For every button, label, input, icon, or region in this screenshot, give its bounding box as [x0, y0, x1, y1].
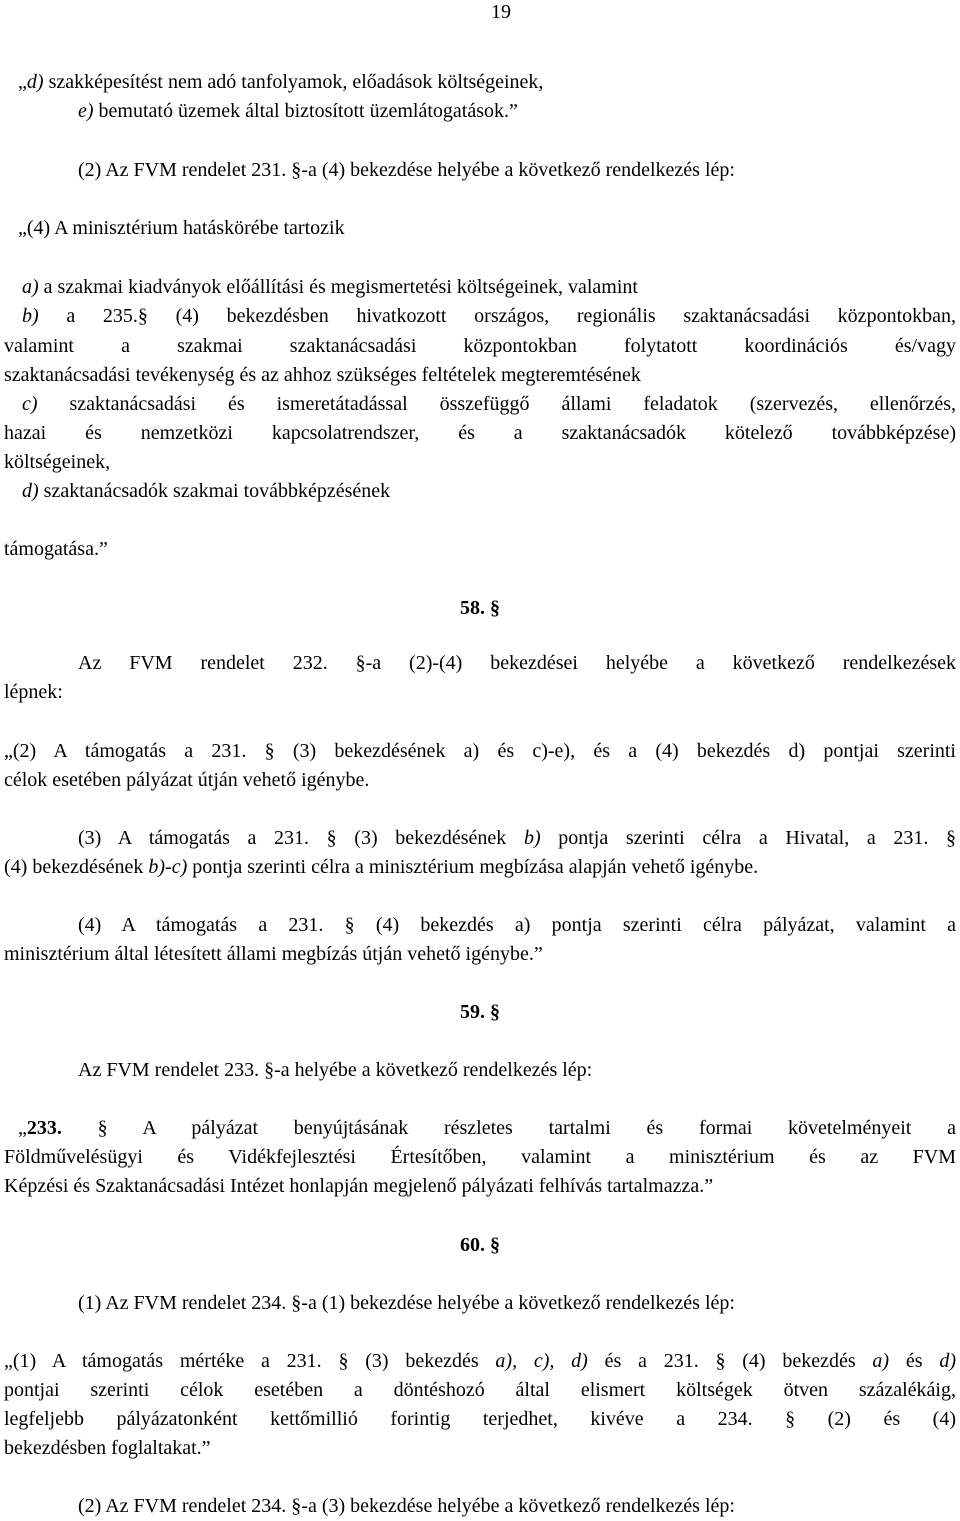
text-segment: b)-c) [148, 856, 188, 878]
text-segment: szaktanácsadási tevékenység és az ahhoz szükséges feltételek megteremtésének [4, 364, 641, 386]
text-line [4, 450, 956, 474]
text-segment: „(4) A minisztérium hatáskörébe tartozik [18, 217, 345, 239]
text-line [22, 479, 960, 503]
text-segment: (2) Az FVM rendelet 231. §-a (4) bekezdése helyébe a következő rendelkezés lép: [78, 159, 735, 181]
text-segment: szaktanácsadók szakmai továbbképzésének [38, 480, 391, 502]
text-line [4, 768, 956, 792]
text-line [4, 739, 956, 763]
text-line [78, 158, 960, 182]
text-segment: pontja szerinti célra a Hivatal, a 231. § [540, 827, 956, 849]
text-line [78, 1291, 960, 1315]
text-line [78, 651, 956, 675]
text-segment: a) [22, 276, 39, 298]
text-line [4, 537, 956, 561]
text-segment: § A pályázat benyújtásának részletes tartalmi és formai követelményeit a [61, 1117, 956, 1139]
text-segment: célok esetében pályázat útján vehető igénybe. [4, 769, 370, 791]
text-line [4, 855, 956, 879]
text-segment: a 235.§ (4) bekezdésben hivatkozott országos, regionális szaktanácsadási központokban, [38, 305, 956, 327]
text-segment: a), c), d) [495, 1350, 588, 1372]
text-segment: b) [523, 827, 541, 849]
text-segment: legfeljebb pályázatonként kettőmillió forintig terjedhet, kivéve a 234. § (2) és (4) [4, 1408, 956, 1430]
text-segment: pontja szerinti célra a minisztérium megbízása alapján vehető igénybe. [187, 856, 759, 878]
text-segment: és [889, 1350, 940, 1372]
text-segment: e) [78, 100, 94, 122]
text-segment: Az FVM rendelet 232. §-a (2)-(4) bekezdései helyébe a következő rendelkezések [78, 652, 956, 674]
text-segment: valamint a szakmai szaktanácsadási központokban folytatott koordinációs és/vagy [4, 335, 956, 357]
text-line [4, 680, 956, 704]
text-segment: a szakmai kiadványok előállítási és megismertetési költségeinek, valamint [38, 276, 638, 298]
text-segment: költségeinek, [4, 451, 111, 473]
text-line [4, 1378, 956, 1402]
text-segment: és a 231. § (4) bekezdés [587, 1350, 873, 1372]
section-heading [4, 596, 956, 620]
text-line [4, 1407, 956, 1431]
text-line [4, 942, 956, 966]
text-line [4, 1436, 956, 1460]
text-segment: hazai és nemzetközi kapcsolatrendszer, és a szaktanácsadók kötelező továbbképzése) [4, 422, 956, 444]
text-segment: 233. [26, 1117, 62, 1139]
text-line [78, 913, 956, 937]
text-segment: Földművelésügyi és Vidékfejlesztési Értesítőben, valamint a minisztérium és az FVM [4, 1146, 956, 1168]
text-segment: Az FVM rendelet 233. §-a helyébe a következő rendelkezés lép: [78, 1059, 593, 1081]
page-number: 19 [491, 1, 511, 23]
text-line [78, 826, 956, 850]
text-segment: bemutató üzemek által biztosított üzemlátogatások.” [93, 100, 518, 122]
text-segment: szaktanácsadási és ismeretátadással összefüggő állami feladatok (szervezés, ellenőrzés, [37, 393, 956, 415]
text-segment: lépnek: [4, 681, 63, 703]
section-heading [4, 1233, 956, 1257]
text-segment: 58. § [460, 597, 500, 619]
text-segment: Képzési és Szaktanácsadási Intézet honlapján megjelenő pályázati felhívás tartalmazza.” [4, 1175, 714, 1197]
text-segment: (1) Az FVM rendelet 234. §-a (1) bekezdése helyébe a következő rendelkezés lép: [78, 1292, 735, 1314]
text-line [4, 1145, 956, 1169]
text-line [18, 70, 960, 94]
text-segment: pontjai szerinti célok esetében a döntéshozó által elismert költségek ötven százalékáig, [4, 1379, 956, 1401]
text-segment: „(1) A támogatás mértéke a 231. § (3) bekezdés [4, 1350, 496, 1372]
text-line [22, 392, 956, 416]
section-heading [4, 1000, 956, 1024]
text-segment: szakképesítést nem adó tanfolyamok, előadások költségeinek, [43, 71, 544, 93]
text-line [78, 1494, 960, 1518]
text-segment: (4) A támogatás a 231. § (4) bekezdés a) pontja szerinti célra pályázat, valamint a [78, 914, 956, 936]
text-segment: (2) Az FVM rendelet 234. §-a (3) bekezdése helyébe a következő rendelkezés lép: [78, 1495, 735, 1517]
text-segment: támogatása.” [4, 538, 108, 560]
text-line [22, 275, 960, 299]
text-segment: d) [22, 480, 39, 502]
text-segment: „ [18, 1117, 27, 1139]
text-line [4, 1174, 956, 1198]
text-line [78, 1058, 960, 1082]
text-segment: „ [18, 71, 27, 93]
text-segment: 60. § [460, 1234, 500, 1256]
text-segment: „(2) A támogatás a 231. § (3) bekezdésének a) és c)-e), és a (4) bekezdés d) pontjai szerinti [4, 740, 956, 762]
text-line [22, 304, 956, 328]
text-line [18, 1116, 956, 1140]
text-line [18, 216, 960, 240]
text-line [4, 421, 956, 445]
text-segment: d) [939, 1350, 956, 1372]
text-segment: (3) A támogatás a 231. § (3) bekezdésének [78, 827, 524, 849]
text-line [4, 363, 956, 387]
text-segment: (4) bekezdésének [4, 856, 149, 878]
text-line [4, 1349, 956, 1373]
text-segment: d) [26, 71, 44, 93]
text-segment: c) [22, 393, 38, 415]
text-segment: b) [22, 305, 39, 327]
text-line [78, 99, 960, 123]
text-segment: a) [872, 1350, 890, 1372]
text-segment: 59. § [460, 1001, 500, 1023]
text-segment: bekezdésben foglaltakat.” [4, 1437, 211, 1459]
text-segment: minisztérium által létesített állami megbízás útján vehető igénybe.” [4, 943, 543, 965]
text-line [4, 334, 956, 358]
